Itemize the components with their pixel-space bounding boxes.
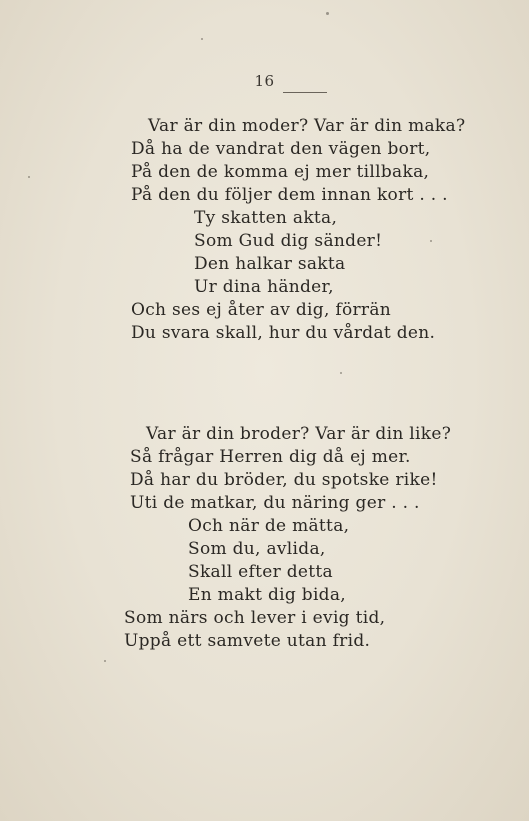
- ink-speck: [201, 38, 203, 40]
- stanza-1-line-5: Ty skatten akta,: [194, 208, 338, 228]
- ink-speck: [104, 660, 106, 662]
- page-number: 16: [254, 72, 275, 90]
- stanza-2-line-10: Uppå ett samvete utan frid.: [124, 631, 371, 651]
- ink-speck: [28, 176, 30, 178]
- stanza-2-line-8: En makt dig bida,: [188, 585, 347, 605]
- stanza-2-line-9: Som närs och lever i evig tid,: [124, 608, 386, 628]
- stanza-2-line-1: Var är din broder? Var är din like?: [146, 424, 452, 444]
- stanza-2-line-6: Som du, avlida,: [188, 539, 326, 559]
- page-number-rule: [283, 92, 327, 93]
- stanza-1-line-10: Du svara skall, hur du vårdat den.: [131, 323, 436, 343]
- stanza-1-line-2: Då ha de vandrat den vägen bort,: [131, 139, 431, 159]
- stanza-2-line-4: Uti de matkar, du näring ger . . .: [130, 493, 420, 513]
- stanza-2-line-5: Och när de mätta,: [188, 516, 350, 536]
- stanza-1-line-3: På den de komma ej mer tillbaka,: [131, 162, 430, 182]
- stanza-2-line-7: Skall efter detta: [188, 562, 333, 582]
- stanza-1-line-6: Som Gud dig sänder!: [194, 231, 383, 251]
- stanza-2-line-3: Då har du bröder, du spotske rike!: [130, 470, 438, 490]
- stanza-1-line-8: Ur dina händer,: [194, 277, 334, 297]
- stanza-2-line-2: Så frågar Herren dig då ej mer.: [130, 447, 411, 467]
- ink-speck: [326, 12, 329, 15]
- stanza-1-line-1: Var är din moder? Var är din maka?: [148, 116, 466, 136]
- stanza-1-line-4: På den du följer dem innan kort . . .: [131, 185, 448, 205]
- ink-speck: [430, 240, 432, 242]
- ink-speck: [340, 372, 342, 374]
- stanza-1-line-7: Den halkar sakta: [194, 254, 346, 274]
- stanza-1-line-9: Och ses ej åter av dig, förrän: [131, 300, 392, 320]
